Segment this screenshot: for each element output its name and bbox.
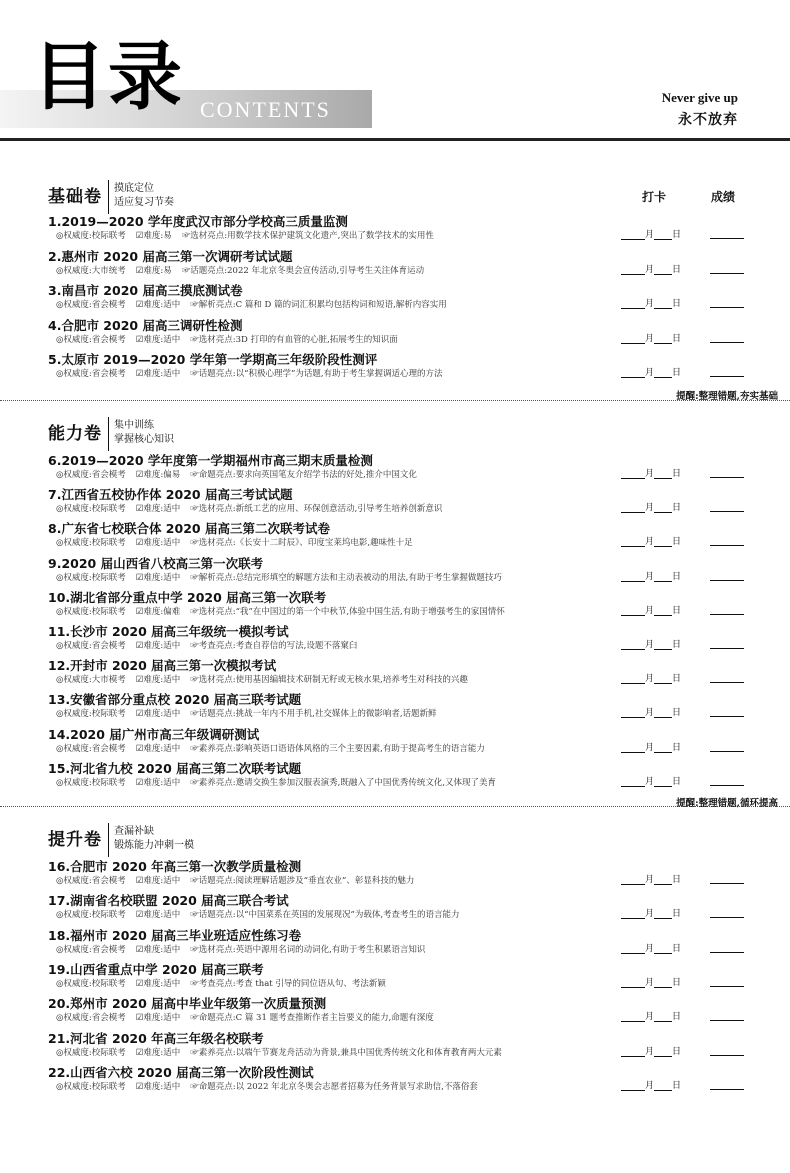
meta-field: ☑难度:适中 xyxy=(135,876,181,886)
section-tip: 提醒:整理错题,循环提高 xyxy=(676,798,778,809)
toc-entry xyxy=(48,1029,748,1060)
meta-field: ◎权威度:省会模考 xyxy=(56,743,126,754)
section-tip: 提醒:整理错题,夯实基础 xyxy=(676,391,778,402)
day-blank[interactable] xyxy=(654,502,672,513)
exam-title: 2.惠州市 2020 届高三第一次调研考试试题 xyxy=(48,248,293,264)
day-blank[interactable] xyxy=(654,264,672,275)
section-subtitle-line: 掌握核心知识 xyxy=(114,434,174,445)
exam-title: 3.南昌市 2020 届高三摸底测试卷 xyxy=(48,283,243,298)
page-title: 目录 xyxy=(32,34,184,120)
toc-entry xyxy=(48,759,748,790)
score-blank[interactable] xyxy=(710,477,744,478)
day-blank[interactable] xyxy=(654,742,672,753)
exam-title: 18.福州市 2020 届高三毕业班适应性练习卷 xyxy=(48,927,302,943)
section-header xyxy=(48,417,174,451)
meta-field: ☞话题亮点:挑战一年内不用手机,社交媒体上的微影响者,话题新鲜 xyxy=(190,709,437,720)
meta-field: ☞素养亮点:以端午节赛龙舟活动为背景,兼具中国优秀传统文化和体育教育两大元素 xyxy=(190,1047,502,1058)
checkin-date-field[interactable] xyxy=(621,906,681,919)
exam-title: 20.郑州市 2020 届高中毕业年级第一次质量预测 xyxy=(48,996,327,1012)
score-blank[interactable] xyxy=(710,648,744,649)
exam-meta xyxy=(56,298,614,310)
month-label: 月 xyxy=(645,674,655,685)
toc-entry xyxy=(48,519,748,550)
meta-field: ◎权威度:校际联考 xyxy=(56,572,126,583)
score-blank[interactable] xyxy=(710,238,744,239)
section-subtitle-line: 锻炼能力冲刺一模 xyxy=(114,840,194,851)
month-label: 月 xyxy=(645,977,655,988)
exam-meta xyxy=(56,468,614,480)
checkin-date-field[interactable] xyxy=(621,262,681,275)
month-label: 月 xyxy=(645,742,655,753)
exam-meta xyxy=(56,776,614,788)
day-blank[interactable] xyxy=(654,571,672,582)
meta-field: ☞话题亮点:以“积极心理学”为话题,有助于考生掌握调适心理的方法 xyxy=(190,369,443,379)
checkin-date-field[interactable] xyxy=(621,569,681,582)
month-blank[interactable] xyxy=(621,673,645,684)
meta-field: ☞素养亮点:影响英语口语语体风格的三个主要因素,有助于提高考生的语言能力 xyxy=(190,743,485,754)
section-subtitle-line: 摸底定位 xyxy=(114,183,154,194)
day-label: 日 xyxy=(672,742,682,753)
month-blank[interactable] xyxy=(621,1080,645,1091)
meta-field: ☞选材亮点:用数学技术保护建筑文化遗产,突出了数学技术的实用性 xyxy=(181,231,434,241)
day-label: 日 xyxy=(672,943,682,954)
day-blank[interactable] xyxy=(654,605,672,616)
score-blank[interactable] xyxy=(710,511,744,512)
section-subtitle-line: 集中训练 xyxy=(114,420,154,431)
month-label: 月 xyxy=(645,708,655,719)
motto-english: Never give up xyxy=(661,90,738,105)
exam-title: 17.湖南省名校联盟 2020 届高三联合考试 xyxy=(48,893,289,909)
meta-field: ☑难度:易 xyxy=(135,265,172,276)
meta-field: ◎权威度:校际联考 xyxy=(56,1081,126,1092)
meta-field: ◎权威度:省会模考 xyxy=(56,1013,126,1024)
section-subtitle-line: 查漏补缺 xyxy=(114,826,154,837)
exam-title: 7.江西省五校协作体 2020 届高三考试试题 xyxy=(48,487,293,503)
meta-field: ☑难度:适中 xyxy=(135,777,181,788)
section-subtitle-line: 适应复习节奏 xyxy=(114,197,174,208)
score-blank[interactable] xyxy=(710,1020,744,1021)
checkin-date-field[interactable] xyxy=(621,500,681,513)
meta-field: ☞解析亮点:总结完形填空的解题方法和主动表被动的用法,有助于考生掌握做题技巧 xyxy=(190,572,502,583)
day-label: 日 xyxy=(672,1046,682,1057)
score-column-header: 成绩 xyxy=(711,190,736,204)
meta-field: ☞选材亮点:“我”在中国过的第一个中秋节,体验中国生活,有助于增强考生的家国情怀 xyxy=(190,606,505,617)
meta-field: ☞解析亮点:C 篇和 D 篇的词汇积累均包括构词和短语,解析内容实用 xyxy=(190,300,447,310)
meta-field: ☑难度:适中 xyxy=(135,944,181,955)
exam-meta xyxy=(56,1011,614,1023)
score-blank[interactable] xyxy=(710,986,744,987)
section-title: 提升卷 xyxy=(48,823,109,857)
checkin-date-field[interactable] xyxy=(621,1078,681,1091)
toc-entry xyxy=(48,451,748,482)
checkin-date-field[interactable] xyxy=(621,975,681,988)
exam-meta xyxy=(56,742,614,754)
month-label: 月 xyxy=(645,943,655,954)
meta-field: ◎权威度:校际联考 xyxy=(56,910,126,921)
meta-field: ☞考查亮点:考查 that 引导的同位语从句、考法新颖 xyxy=(190,978,386,989)
meta-field: ◎权威度:校际联考 xyxy=(56,231,126,241)
meta-field: ☞选材亮点:英语中源用名词的动词化,有助于考生积累语言知识 xyxy=(190,944,426,955)
day-blank[interactable] xyxy=(654,298,672,309)
meta-field: ☑难度:适中 xyxy=(135,709,181,720)
month-label: 月 xyxy=(645,537,655,548)
checkin-date-field[interactable] xyxy=(621,296,681,309)
month-blank[interactable] xyxy=(621,977,645,988)
checkin-date-field[interactable] xyxy=(621,331,681,344)
day-blank[interactable] xyxy=(654,707,672,718)
day-label: 日 xyxy=(672,1080,682,1091)
score-blank[interactable] xyxy=(710,342,744,343)
exam-meta xyxy=(56,605,614,617)
day-label: 日 xyxy=(672,571,682,582)
checkin-date-field[interactable] xyxy=(621,603,681,616)
toc-entry xyxy=(48,857,748,888)
score-blank[interactable] xyxy=(710,376,744,377)
day-blank[interactable] xyxy=(654,536,672,547)
exam-meta xyxy=(56,673,614,685)
meta-field: ☞选材亮点:3D 打印的有血管的心脏,拓展考生的知识面 xyxy=(190,334,398,345)
day-blank[interactable] xyxy=(654,943,672,954)
day-blank[interactable] xyxy=(654,1011,672,1022)
exam-title: 5.太原市 2019—2020 学年第一学期高三年级阶段性测评 xyxy=(48,352,378,367)
month-blank[interactable] xyxy=(621,367,645,378)
exam-meta xyxy=(56,707,614,719)
section-divider xyxy=(0,400,790,401)
meta-field: ☑难度:适中 xyxy=(135,1081,181,1092)
month-blank[interactable] xyxy=(621,742,645,753)
meta-field: ◎权威度:大市统考 xyxy=(56,265,126,276)
month-label: 月 xyxy=(645,503,655,514)
exam-title: 1.2019—2020 学年度武汉市部分学校高三质量监测 xyxy=(48,214,348,229)
day-blank[interactable] xyxy=(654,1080,672,1091)
meta-field: ☞命题亮点:要求向英国笔友介绍学书法的好处,推介中国文化 xyxy=(190,470,417,480)
exam-title: 12.开封市 2020 届高三第一次模拟考试 xyxy=(48,658,277,674)
exam-title: 8.广东省七校联合体 2020 届高三第二次联考试卷 xyxy=(48,521,330,537)
meta-field: ☑难度:适中 xyxy=(135,910,181,921)
month-label: 月 xyxy=(645,1046,655,1057)
exam-title: 9.2020 届山西省八校高三第一次联考 xyxy=(48,555,264,571)
day-label: 日 xyxy=(672,708,682,719)
meta-field: ◎权威度:省会模考 xyxy=(56,300,126,310)
motto-chinese: 永不放弃 xyxy=(678,112,738,128)
meta-field: ◎权威度:省会模考 xyxy=(56,641,126,651)
meta-field: ◎权威度:省会模考 xyxy=(56,944,126,955)
exam-meta xyxy=(56,333,614,345)
meta-field: ☑难度:适中 xyxy=(135,572,181,583)
score-blank[interactable] xyxy=(710,580,744,581)
section-subtitle xyxy=(109,180,174,210)
meta-field: ☞命题亮点:C 篇 31 题考查推断作者主旨要义的能力,命题有深度 xyxy=(190,1013,434,1024)
checkin-date-field[interactable] xyxy=(621,740,681,753)
meta-field: ◎权威度:校际联考 xyxy=(56,978,126,989)
month-label: 月 xyxy=(645,776,655,787)
exam-title: 21.河北省 2020 年高三年级名校联考 xyxy=(48,1030,264,1046)
meta-field: ☑难度:适中 xyxy=(135,504,181,515)
month-blank[interactable] xyxy=(621,874,645,885)
toc-entry xyxy=(48,891,748,922)
checkin-date-field[interactable] xyxy=(621,941,681,954)
toc-entry xyxy=(48,994,748,1025)
month-label: 月 xyxy=(645,230,655,240)
meta-field: ☞选材亮点:使用基因编辑技术研制无籽或无核水果,培养考生对科技的兴趣 xyxy=(190,675,468,686)
month-blank[interactable] xyxy=(621,264,645,275)
month-label: 月 xyxy=(645,333,655,344)
day-blank[interactable] xyxy=(654,1046,672,1057)
exam-title: 6.2019—2020 学年度第一学期福州市高三期末质量检测 xyxy=(48,453,373,468)
exam-meta xyxy=(56,977,614,989)
day-label: 日 xyxy=(672,674,682,685)
exam-meta xyxy=(56,1080,614,1092)
exam-title: 11.长沙市 2020 届高三年级统一模拟考试 xyxy=(48,624,289,639)
checkin-date-field[interactable] xyxy=(621,534,681,547)
meta-field: ☞话题亮点:以“中国菜系在英国的发展现况”为载体,考查考生的语言能力 xyxy=(190,910,460,921)
score-blank[interactable] xyxy=(710,716,744,717)
score-blank[interactable] xyxy=(710,1055,744,1056)
day-blank[interactable] xyxy=(654,673,672,684)
day-label: 日 xyxy=(672,776,682,787)
meta-field: ☞话题亮点:2022 年北京冬奥会宣传活动,引导考生关注体育运动 xyxy=(181,265,425,276)
day-label: 日 xyxy=(672,605,682,616)
checkin-date-field[interactable] xyxy=(621,1009,681,1022)
day-blank[interactable] xyxy=(654,229,672,240)
score-blank[interactable] xyxy=(710,917,744,918)
day-blank[interactable] xyxy=(654,908,672,919)
section-title: 基础卷 xyxy=(48,180,109,214)
month-blank[interactable] xyxy=(621,468,645,479)
checkin-date-field[interactable] xyxy=(621,671,681,684)
exam-meta xyxy=(56,264,614,276)
exam-title: 16.合肥市 2020 年高三第一次教学质量检测 xyxy=(48,859,302,874)
section-divider xyxy=(0,806,790,807)
month-blank[interactable] xyxy=(621,908,645,919)
toc-entry xyxy=(48,247,748,278)
meta-field: ◎权威度:校际联考 xyxy=(56,606,126,617)
score-blank[interactable] xyxy=(710,614,744,615)
score-blank[interactable] xyxy=(710,545,744,546)
toc-entry xyxy=(48,725,748,756)
day-label: 日 xyxy=(672,264,682,275)
exam-title: 14.2020 届广州市高三年级调研测试 xyxy=(48,726,260,742)
meta-field: ◎权威度:省会模考 xyxy=(56,369,126,379)
meta-field: ◎权威度:大市模考 xyxy=(56,675,126,686)
checkin-column-header: 打卡 xyxy=(642,190,667,204)
exam-meta xyxy=(56,908,614,920)
day-label: 日 xyxy=(672,909,682,920)
page-subtitle: CONTENTS xyxy=(200,97,331,122)
day-blank[interactable] xyxy=(654,874,672,885)
meta-field: ☑难度:适中 xyxy=(135,1013,181,1024)
month-blank[interactable] xyxy=(621,571,645,582)
day-label: 日 xyxy=(672,640,682,650)
exam-meta xyxy=(56,502,614,514)
month-blank[interactable] xyxy=(621,1011,645,1022)
meta-field: ☑难度:偏难 xyxy=(135,606,181,617)
toc-entry xyxy=(48,1063,748,1094)
month-label: 月 xyxy=(645,1080,655,1091)
month-label: 月 xyxy=(645,1012,655,1023)
score-blank[interactable] xyxy=(710,1089,744,1090)
month-blank[interactable] xyxy=(621,502,645,513)
meta-field: ☞素养亮点:邀请交换生参加汉服表演秀,既融入了中国优秀传统文化,又体现了美育 xyxy=(190,777,497,788)
exam-meta xyxy=(56,1046,614,1058)
exam-meta xyxy=(56,571,614,583)
day-label: 日 xyxy=(672,333,682,344)
checkin-date-field[interactable] xyxy=(621,1044,681,1057)
exam-title: 10.湖北省部分重点中学 2020 届高三第一次联考 xyxy=(48,589,327,605)
day-blank[interactable] xyxy=(654,977,672,988)
month-blank[interactable] xyxy=(621,298,645,309)
score-blank[interactable] xyxy=(710,785,744,786)
month-blank[interactable] xyxy=(621,536,645,547)
checkin-date-field[interactable] xyxy=(621,466,681,479)
toc-entry xyxy=(48,690,748,721)
day-label: 日 xyxy=(672,1012,682,1023)
exam-meta xyxy=(56,639,614,651)
month-blank[interactable] xyxy=(621,333,645,344)
score-blank[interactable] xyxy=(710,952,744,953)
meta-field: ☑难度:易 xyxy=(135,231,172,241)
day-blank[interactable] xyxy=(654,639,672,650)
exam-title: 19.山西省重点中学 2020 届高三联考 xyxy=(48,961,264,977)
header-divider xyxy=(0,138,790,141)
meta-field: ☞考查亮点:考查自荐信的写法,设题不落窠臼 xyxy=(190,641,358,651)
month-blank[interactable] xyxy=(621,776,645,787)
toc-entry xyxy=(48,212,748,243)
meta-field: ◎权威度:校际联考 xyxy=(56,777,126,788)
exam-meta xyxy=(56,536,614,548)
month-label: 月 xyxy=(645,875,655,885)
toc-entry xyxy=(48,926,748,957)
month-blank[interactable] xyxy=(621,943,645,954)
month-blank[interactable] xyxy=(621,605,645,616)
section-subtitle xyxy=(109,823,194,853)
meta-field: ☑难度:适中 xyxy=(135,538,181,549)
day-label: 日 xyxy=(672,503,682,514)
meta-field: ☞选材亮点:《长安十二时辰》、印度宝莱坞电影,趣味性十足 xyxy=(190,538,413,549)
checkin-date-field[interactable] xyxy=(621,705,681,718)
checkin-date-field[interactable] xyxy=(621,872,681,885)
exam-meta xyxy=(56,943,614,955)
month-label: 月 xyxy=(645,909,655,920)
toc-entry xyxy=(48,588,748,619)
day-label: 日 xyxy=(672,875,682,885)
toc-entry xyxy=(48,656,748,687)
meta-field: ◎权威度:校际联考 xyxy=(56,709,126,720)
section-header xyxy=(48,823,194,857)
meta-field: ☑难度:适中 xyxy=(135,743,181,754)
meta-field: ◎权威度:省会模考 xyxy=(56,470,126,480)
month-label: 月 xyxy=(645,605,655,616)
score-blank[interactable] xyxy=(710,682,744,683)
exam-title: 13.安徽省部分重点校 2020 届高三联考试题 xyxy=(48,692,302,708)
meta-field: ◎权威度:校际联考 xyxy=(56,504,126,515)
meta-field: ☑难度:适中 xyxy=(135,369,181,379)
toc-entry xyxy=(48,485,748,516)
exam-title: 15.河北省九校 2020 届高三第二次联考试题 xyxy=(48,760,302,776)
toc-entry xyxy=(48,960,748,991)
meta-field: ☑难度:适中 xyxy=(135,1047,181,1058)
checkin-date-field[interactable] xyxy=(621,774,681,787)
exam-title: 22.山西省六校 2020 届高三第一次阶段性测试 xyxy=(48,1064,314,1080)
month-blank[interactable] xyxy=(621,639,645,650)
day-blank[interactable] xyxy=(654,333,672,344)
month-label: 月 xyxy=(645,368,655,378)
toc-entry xyxy=(48,554,748,585)
month-blank[interactable] xyxy=(621,1046,645,1057)
checkin-date-field[interactable] xyxy=(621,637,681,650)
toc-entry xyxy=(48,281,748,312)
month-label: 月 xyxy=(645,299,655,309)
month-label: 月 xyxy=(645,571,655,582)
meta-field: ◎权威度:省会模考 xyxy=(56,334,126,345)
score-blank[interactable] xyxy=(710,307,744,308)
checkin-date-field[interactable] xyxy=(621,365,681,378)
exam-meta xyxy=(56,367,614,379)
month-label: 月 xyxy=(645,640,655,650)
day-label: 日 xyxy=(672,368,682,378)
month-label: 月 xyxy=(645,264,655,275)
day-label: 日 xyxy=(672,469,682,479)
exam-title: 4.合肥市 2020 届高三调研性检测 xyxy=(48,317,243,333)
day-blank[interactable] xyxy=(654,776,672,787)
meta-field: ☑难度:适中 xyxy=(135,334,181,345)
day-label: 日 xyxy=(672,537,682,548)
day-blank[interactable] xyxy=(654,468,672,479)
meta-field: ◎权威度:省会模考 xyxy=(56,876,126,886)
meta-field: ☞选材亮点:新纸工艺的应用、环保创意活动,引导考生培养创新意识 xyxy=(190,504,443,515)
score-blank[interactable] xyxy=(710,751,744,752)
score-blank[interactable] xyxy=(710,273,744,274)
month-blank[interactable] xyxy=(621,229,645,240)
day-blank[interactable] xyxy=(654,367,672,378)
day-label: 日 xyxy=(672,230,682,240)
meta-field: ☑难度:适中 xyxy=(135,641,181,651)
meta-field: ☞命题亮点:以 2022 年北京冬奥会志愿者招募为任务背景写求助信,不落俗套 xyxy=(190,1081,478,1092)
exam-meta xyxy=(56,874,614,886)
score-blank[interactable] xyxy=(710,883,744,884)
meta-field: ☑难度:适中 xyxy=(135,978,181,989)
day-label: 日 xyxy=(672,977,682,988)
meta-field: ◎权威度:校际联考 xyxy=(56,538,126,549)
toc-entry xyxy=(48,316,748,347)
month-blank[interactable] xyxy=(621,707,645,718)
toc-entry xyxy=(48,350,748,381)
exam-meta xyxy=(56,229,614,241)
toc-entry xyxy=(48,622,748,653)
checkin-date-field[interactable] xyxy=(621,227,681,240)
day-label: 日 xyxy=(672,299,682,309)
section-title: 能力卷 xyxy=(48,417,109,451)
meta-field: ☑难度:适中 xyxy=(135,675,181,686)
meta-field: ◎权威度:校际联考 xyxy=(56,1047,126,1058)
section-header xyxy=(48,180,174,214)
month-label: 月 xyxy=(645,469,655,479)
meta-field: ☑难度:适中 xyxy=(135,300,181,310)
section-subtitle xyxy=(109,417,174,447)
meta-field: ☞话题亮点:阅读理解话题涉及“垂直农业”、彰显科技的魅力 xyxy=(190,876,415,886)
meta-field: ☑难度:偏易 xyxy=(135,470,181,480)
